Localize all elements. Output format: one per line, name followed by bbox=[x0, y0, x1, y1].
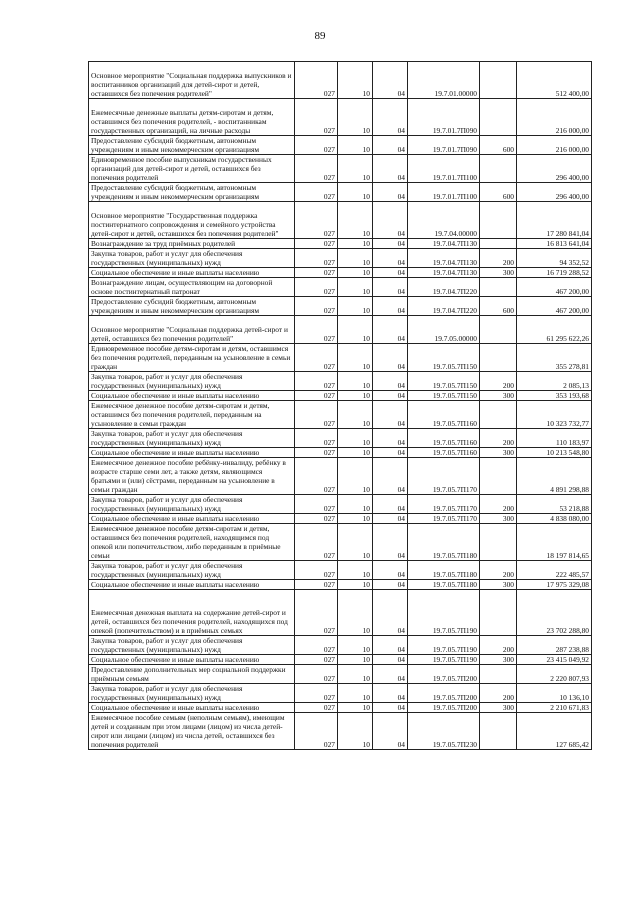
target-article-cell: 19.7.05.7П170 bbox=[408, 514, 480, 524]
subsection-code-cell: 04 bbox=[373, 458, 408, 495]
expense-type-cell bbox=[480, 401, 517, 429]
target-article-cell: 19.7.05.7П150 bbox=[408, 372, 480, 391]
section-code-cell: 10 bbox=[338, 202, 373, 239]
subsection-code-cell: 04 bbox=[373, 372, 408, 391]
row-name-cell: Ежемесячное пособие семьям (неполным семьям), имеющим детей и созданным при этом лицами (лицом) из числа детей-сирот или лицами (лицом) из числа детей, оставшихся без попечения родителей bbox=[89, 713, 295, 750]
expense-type-cell: 200 bbox=[480, 636, 517, 655]
expense-type-cell bbox=[480, 62, 517, 99]
amount-cell: 4 891 298,88 bbox=[517, 458, 592, 495]
table-row bbox=[89, 561, 592, 580]
subsection-code-cell: 04 bbox=[373, 580, 408, 590]
amount-cell: 61 295 622,26 bbox=[517, 316, 592, 344]
expense-type-cell: 200 bbox=[480, 495, 517, 514]
expense-type-cell bbox=[480, 99, 517, 136]
expense-type-cell bbox=[480, 458, 517, 495]
target-article-cell: 19.7.05.7П200 bbox=[408, 684, 480, 703]
expense-type-cell bbox=[480, 155, 517, 183]
subsection-code-cell: 04 bbox=[373, 391, 408, 401]
target-article-cell: 19.7.04.00000 bbox=[408, 202, 480, 239]
target-article-cell: 19.7.05.7П160 bbox=[408, 401, 480, 429]
table-row bbox=[89, 458, 592, 495]
subsection-code-cell: 04 bbox=[373, 183, 408, 202]
target-article-cell: 19.7.05.00000 bbox=[408, 316, 480, 344]
table-body bbox=[89, 62, 592, 750]
table-row bbox=[89, 249, 592, 268]
subsection-code-cell: 04 bbox=[373, 703, 408, 713]
ministry-code-cell: 027 bbox=[295, 62, 338, 99]
amount-cell: 222 485,57 bbox=[517, 561, 592, 580]
row-name-cell: Закупка товаров, работ и услуг для обеспечения государственных (муниципальных) нужд bbox=[89, 495, 295, 514]
row-name-cell: Закупка товаров, работ и услуг для обеспечения государственных (муниципальных) нужд bbox=[89, 561, 295, 580]
target-article-cell: 19.7.01.7П090 bbox=[408, 99, 480, 136]
table-row bbox=[89, 268, 592, 278]
target-article-cell: 19.7.05.7П190 bbox=[408, 636, 480, 655]
expense-type-cell: 300 bbox=[480, 703, 517, 713]
target-article-cell: 19.7.05.7П170 bbox=[408, 458, 480, 495]
table-row bbox=[89, 580, 592, 590]
subsection-code-cell: 04 bbox=[373, 155, 408, 183]
row-name-cell: Ежемесячная денежная выплата на содержание детей-сирот и детей, оставшихся без попечения родителей, находящихся под опекой (попечительством) и в приёмных семьях bbox=[89, 590, 295, 636]
section-code-cell: 10 bbox=[338, 99, 373, 136]
subsection-code-cell: 04 bbox=[373, 249, 408, 268]
subsection-code-cell: 04 bbox=[373, 495, 408, 514]
table-row bbox=[89, 344, 592, 372]
ministry-code-cell: 027 bbox=[295, 514, 338, 524]
target-article-cell: 19.7.05.7П200 bbox=[408, 703, 480, 713]
table-row bbox=[89, 429, 592, 448]
row-name-cell: Закупка товаров, работ и услуг для обеспечения государственных (муниципальных) нужд bbox=[89, 684, 295, 703]
row-name-cell: Социальное обеспечение и иные выплаты населению bbox=[89, 391, 295, 401]
amount-cell: 2 210 671,83 bbox=[517, 703, 592, 713]
expense-type-cell: 600 bbox=[480, 183, 517, 202]
amount-cell: 2 085,13 bbox=[517, 372, 592, 391]
table-row bbox=[89, 99, 592, 136]
subsection-code-cell: 04 bbox=[373, 514, 408, 524]
section-code-cell: 10 bbox=[338, 297, 373, 316]
target-article-cell: 19.7.04.7П130 bbox=[408, 268, 480, 278]
subsection-code-cell: 04 bbox=[373, 665, 408, 684]
section-code-cell: 10 bbox=[338, 155, 373, 183]
target-article-cell: 19.7.01.7П100 bbox=[408, 183, 480, 202]
expense-type-cell: 300 bbox=[480, 514, 517, 524]
row-name-cell: Закупка товаров, работ и услуг для обеспечения государственных (муниципальных) нужд bbox=[89, 636, 295, 655]
subsection-code-cell: 04 bbox=[373, 344, 408, 372]
subsection-code-cell: 04 bbox=[373, 448, 408, 458]
section-code-cell: 10 bbox=[338, 183, 373, 202]
amount-cell: 127 685,42 bbox=[517, 713, 592, 750]
section-code-cell: 10 bbox=[338, 391, 373, 401]
subsection-code-cell: 04 bbox=[373, 401, 408, 429]
expense-type-cell bbox=[480, 524, 517, 561]
row-name-cell: Социальное обеспечение и иные выплаты населению bbox=[89, 514, 295, 524]
row-name-cell: Основное мероприятие "Социальная поддержка детей-сирот и детей, оставшихся без попечения родителей" bbox=[89, 316, 295, 344]
table-row bbox=[89, 713, 592, 750]
subsection-code-cell: 04 bbox=[373, 590, 408, 636]
section-code-cell: 10 bbox=[338, 561, 373, 580]
table-row bbox=[89, 202, 592, 239]
amount-cell: 16 813 641,04 bbox=[517, 239, 592, 249]
row-name-cell: Ежемесячное денежное пособие детям-сиротам и детям, оставшимся без попечения родителей, находящимся под опекой или попечительством, либо переданным в приёмные семьи bbox=[89, 524, 295, 561]
section-code-cell: 10 bbox=[338, 372, 373, 391]
ministry-code-cell: 027 bbox=[295, 155, 338, 183]
expense-type-cell bbox=[480, 278, 517, 297]
amount-cell: 216 000,00 bbox=[517, 99, 592, 136]
section-code-cell: 10 bbox=[338, 514, 373, 524]
row-name-cell: Социальное обеспечение и иные выплаты населению bbox=[89, 655, 295, 665]
subsection-code-cell: 04 bbox=[373, 297, 408, 316]
amount-cell: 23 702 288,80 bbox=[517, 590, 592, 636]
ministry-code-cell: 027 bbox=[295, 561, 338, 580]
section-code-cell: 10 bbox=[338, 401, 373, 429]
expense-type-cell: 200 bbox=[480, 429, 517, 448]
amount-cell: 512 400,00 bbox=[517, 62, 592, 99]
expense-type-cell bbox=[480, 344, 517, 372]
table-row bbox=[89, 183, 592, 202]
target-article-cell: 19.7.05.7П200 bbox=[408, 665, 480, 684]
table-row bbox=[89, 316, 592, 344]
expense-type-cell bbox=[480, 316, 517, 344]
ministry-code-cell: 027 bbox=[295, 684, 338, 703]
section-code-cell: 10 bbox=[338, 278, 373, 297]
expense-type-cell: 600 bbox=[480, 297, 517, 316]
expense-type-cell bbox=[480, 202, 517, 239]
ministry-code-cell: 027 bbox=[295, 495, 338, 514]
subsection-code-cell: 04 bbox=[373, 429, 408, 448]
section-code-cell: 10 bbox=[338, 62, 373, 99]
amount-cell: 18 197 814,65 bbox=[517, 524, 592, 561]
ministry-code-cell: 027 bbox=[295, 136, 338, 155]
amount-cell: 467 200,00 bbox=[517, 297, 592, 316]
amount-cell: 4 838 080,00 bbox=[517, 514, 592, 524]
row-name-cell: Ежемесячное денежное пособие ребёнку-инвалиду, ребёнку в возрасте старше семи лет, а также детям, являющимся братьями и (или) сёстрами, переданным на усыновление в семьи граждан bbox=[89, 458, 295, 495]
amount-cell: 353 193,68 bbox=[517, 391, 592, 401]
section-code-cell: 10 bbox=[338, 136, 373, 155]
expense-type-cell: 300 bbox=[480, 655, 517, 665]
table-row bbox=[89, 514, 592, 524]
target-article-cell: 19.7.05.7П170 bbox=[408, 495, 480, 514]
section-code-cell: 10 bbox=[338, 665, 373, 684]
amount-cell: 216 000,00 bbox=[517, 136, 592, 155]
ministry-code-cell: 027 bbox=[295, 713, 338, 750]
ministry-code-cell: 027 bbox=[295, 580, 338, 590]
target-article-cell: 19.7.05.7П160 bbox=[408, 448, 480, 458]
target-article-cell: 19.7.04.7П130 bbox=[408, 249, 480, 268]
table-row bbox=[89, 297, 592, 316]
amount-cell: 296 400,00 bbox=[517, 183, 592, 202]
row-name-cell: Ежемесячные денежные выплаты детям-сиротам и детям, оставшимся без попечения родителей, - воспитанникам государственных организаций, на личные расходы bbox=[89, 99, 295, 136]
expense-type-cell bbox=[480, 665, 517, 684]
row-name-cell: Единовременное пособие выпускникам государственных организаций для детей-сирот и детей, оставшихся без попечения родителей bbox=[89, 155, 295, 183]
target-article-cell: 19.7.04.7П220 bbox=[408, 297, 480, 316]
target-article-cell: 19.7.05.7П190 bbox=[408, 655, 480, 665]
target-article-cell: 19.7.05.7П160 bbox=[408, 429, 480, 448]
table-row bbox=[89, 703, 592, 713]
expense-type-cell: 600 bbox=[480, 136, 517, 155]
row-name-cell: Единовременное пособие детям-сиротам и детям, оставшимся без попечения родителей, переданным на усыновление в семьи граждан bbox=[89, 344, 295, 372]
row-name-cell: Ежемесячное денежное пособие детям-сиротам и детям, оставшимся без попечения родителей, переданным на усыновление в семьи граждан bbox=[89, 401, 295, 429]
subsection-code-cell: 04 bbox=[373, 202, 408, 239]
amount-cell: 2 220 807,93 bbox=[517, 665, 592, 684]
ministry-code-cell: 027 bbox=[295, 344, 338, 372]
expense-type-cell: 300 bbox=[480, 268, 517, 278]
amount-cell: 94 352,52 bbox=[517, 249, 592, 268]
ministry-code-cell: 027 bbox=[295, 458, 338, 495]
section-code-cell: 10 bbox=[338, 268, 373, 278]
table-row bbox=[89, 636, 592, 655]
section-code-cell: 10 bbox=[338, 590, 373, 636]
amount-cell: 10 213 548,80 bbox=[517, 448, 592, 458]
section-code-cell: 10 bbox=[338, 249, 373, 268]
subsection-code-cell: 04 bbox=[373, 655, 408, 665]
table-row bbox=[89, 239, 592, 249]
expense-type-cell: 300 bbox=[480, 448, 517, 458]
target-article-cell: 19.7.05.7П180 bbox=[408, 561, 480, 580]
target-article-cell: 19.7.01.7П100 bbox=[408, 155, 480, 183]
ministry-code-cell: 027 bbox=[295, 278, 338, 297]
target-article-cell: 19.7.05.7П180 bbox=[408, 524, 480, 561]
subsection-code-cell: 04 bbox=[373, 136, 408, 155]
row-name-cell: Вознаграждение лицам, осуществляющим на договорной основе постинтернатный патронат bbox=[89, 278, 295, 297]
amount-cell: 287 238,88 bbox=[517, 636, 592, 655]
subsection-code-cell: 04 bbox=[373, 99, 408, 136]
table-row bbox=[89, 136, 592, 155]
section-code-cell: 10 bbox=[338, 429, 373, 448]
target-article-cell: 19.7.04.7П220 bbox=[408, 278, 480, 297]
subsection-code-cell: 04 bbox=[373, 684, 408, 703]
expense-type-cell: 200 bbox=[480, 684, 517, 703]
amount-cell: 296 400,00 bbox=[517, 155, 592, 183]
amount-cell: 10 136,10 bbox=[517, 684, 592, 703]
row-name-cell: Социальное обеспечение и иные выплаты населению bbox=[89, 268, 295, 278]
table-row bbox=[89, 372, 592, 391]
target-article-cell: 19.7.05.7П230 bbox=[408, 713, 480, 750]
ministry-code-cell: 027 bbox=[295, 429, 338, 448]
table-row bbox=[89, 665, 592, 684]
ministry-code-cell: 027 bbox=[295, 524, 338, 561]
budget-table bbox=[88, 61, 592, 750]
table-row bbox=[89, 155, 592, 183]
expense-type-cell bbox=[480, 239, 517, 249]
amount-cell: 355 278,81 bbox=[517, 344, 592, 372]
table-row bbox=[89, 448, 592, 458]
ministry-code-cell: 027 bbox=[295, 448, 338, 458]
target-article-cell: 19.7.05.7П150 bbox=[408, 391, 480, 401]
section-code-cell: 10 bbox=[338, 703, 373, 713]
expense-type-cell: 300 bbox=[480, 391, 517, 401]
expense-type-cell: 200 bbox=[480, 249, 517, 268]
ministry-code-cell: 027 bbox=[295, 268, 338, 278]
section-code-cell: 10 bbox=[338, 684, 373, 703]
amount-cell: 17 975 329,08 bbox=[517, 580, 592, 590]
ministry-code-cell: 027 bbox=[295, 372, 338, 391]
ministry-code-cell: 027 bbox=[295, 297, 338, 316]
target-article-cell: 19.7.01.00000 bbox=[408, 62, 480, 99]
table-row bbox=[89, 590, 592, 636]
amount-cell: 16 719 288,52 bbox=[517, 268, 592, 278]
table-row bbox=[89, 278, 592, 297]
ministry-code-cell: 027 bbox=[295, 239, 338, 249]
amount-cell: 53 218,88 bbox=[517, 495, 592, 514]
table-row bbox=[89, 401, 592, 429]
target-article-cell: 19.7.05.7П190 bbox=[408, 590, 480, 636]
row-name-cell: Основное мероприятие "Государственная поддержка постинтернатного сопровождения и семейного устройства детей-сирот и детей, оставшихся без попечения родителей" bbox=[89, 202, 295, 239]
target-article-cell: 19.7.04.7П130 bbox=[408, 239, 480, 249]
amount-cell: 110 183,97 bbox=[517, 429, 592, 448]
ministry-code-cell: 027 bbox=[295, 703, 338, 713]
row-name-cell: Социальное обеспечение и иные выплаты населению bbox=[89, 448, 295, 458]
ministry-code-cell: 027 bbox=[295, 316, 338, 344]
section-code-cell: 10 bbox=[338, 448, 373, 458]
table-row bbox=[89, 62, 592, 99]
subsection-code-cell: 04 bbox=[373, 636, 408, 655]
ministry-code-cell: 027 bbox=[295, 202, 338, 239]
subsection-code-cell: 04 bbox=[373, 316, 408, 344]
row-name-cell: Предоставление субсидий бюджетным, автономным учреждениям и иным некоммерческим организациям bbox=[89, 183, 295, 202]
section-code-cell: 10 bbox=[338, 458, 373, 495]
table-row bbox=[89, 495, 592, 514]
subsection-code-cell: 04 bbox=[373, 561, 408, 580]
row-name-cell: Предоставление дополнительных мер социальной поддержки приёмным семьям bbox=[89, 665, 295, 684]
subsection-code-cell: 04 bbox=[373, 268, 408, 278]
row-name-cell: Социальное обеспечение и иные выплаты населению bbox=[89, 703, 295, 713]
expense-type-cell: 200 bbox=[480, 561, 517, 580]
expense-type-cell: 200 bbox=[480, 372, 517, 391]
table-row bbox=[89, 684, 592, 703]
row-name-cell: Закупка товаров, работ и услуг для обеспечения государственных (муниципальных) нужд bbox=[89, 429, 295, 448]
row-name-cell: Предоставление субсидий бюджетным, автономным учреждениям и иным некоммерческим организациям bbox=[89, 297, 295, 316]
row-name-cell: Предоставление субсидий бюджетным, автономным учреждениям и иным некоммерческим организациям bbox=[89, 136, 295, 155]
section-code-cell: 10 bbox=[338, 636, 373, 655]
ministry-code-cell: 027 bbox=[295, 636, 338, 655]
ministry-code-cell: 027 bbox=[295, 590, 338, 636]
row-name-cell: Основное мероприятие "Социальная поддержка выпускников и воспитанников организаций для детей-сирот и детей, оставшихся без попечения родителей" bbox=[89, 62, 295, 99]
ministry-code-cell: 027 bbox=[295, 183, 338, 202]
amount-cell: 17 280 841,04 bbox=[517, 202, 592, 239]
subsection-code-cell: 04 bbox=[373, 524, 408, 561]
expense-type-cell bbox=[480, 590, 517, 636]
table-row bbox=[89, 524, 592, 561]
row-name-cell: Закупка товаров, работ и услуг для обеспечения государственных (муниципальных) нужд bbox=[89, 249, 295, 268]
section-code-cell: 10 bbox=[338, 580, 373, 590]
amount-cell: 23 415 049,92 bbox=[517, 655, 592, 665]
amount-cell: 467 200,00 bbox=[517, 278, 592, 297]
ministry-code-cell: 027 bbox=[295, 665, 338, 684]
ministry-code-cell: 027 bbox=[295, 391, 338, 401]
ministry-code-cell: 027 bbox=[295, 249, 338, 268]
amount-cell: 10 323 732,77 bbox=[517, 401, 592, 429]
row-name-cell: Социальное обеспечение и иные выплаты населению bbox=[89, 580, 295, 590]
section-code-cell: 10 bbox=[338, 316, 373, 344]
target-article-cell: 19.7.01.7П090 bbox=[408, 136, 480, 155]
ministry-code-cell: 027 bbox=[295, 655, 338, 665]
row-name-cell: Закупка товаров, работ и услуг для обеспечения государственных (муниципальных) нужд bbox=[89, 372, 295, 391]
subsection-code-cell: 04 bbox=[373, 239, 408, 249]
section-code-cell: 10 bbox=[338, 655, 373, 665]
section-code-cell: 10 bbox=[338, 344, 373, 372]
table-row bbox=[89, 655, 592, 665]
section-code-cell: 10 bbox=[338, 239, 373, 249]
subsection-code-cell: 04 bbox=[373, 713, 408, 750]
expense-type-cell bbox=[480, 713, 517, 750]
expense-type-cell: 300 bbox=[480, 580, 517, 590]
row-name-cell: Вознаграждение за труд приёмных родителей bbox=[89, 239, 295, 249]
section-code-cell: 10 bbox=[338, 524, 373, 561]
target-article-cell: 19.7.05.7П180 bbox=[408, 580, 480, 590]
ministry-code-cell: 027 bbox=[295, 99, 338, 136]
ministry-code-cell: 027 bbox=[295, 401, 338, 429]
subsection-code-cell: 04 bbox=[373, 62, 408, 99]
section-code-cell: 10 bbox=[338, 713, 373, 750]
section-code-cell: 10 bbox=[338, 495, 373, 514]
page-number: 89 bbox=[314, 30, 326, 42]
target-article-cell: 19.7.05.7П150 bbox=[408, 344, 480, 372]
subsection-code-cell: 04 bbox=[373, 278, 408, 297]
table-row bbox=[89, 391, 592, 401]
